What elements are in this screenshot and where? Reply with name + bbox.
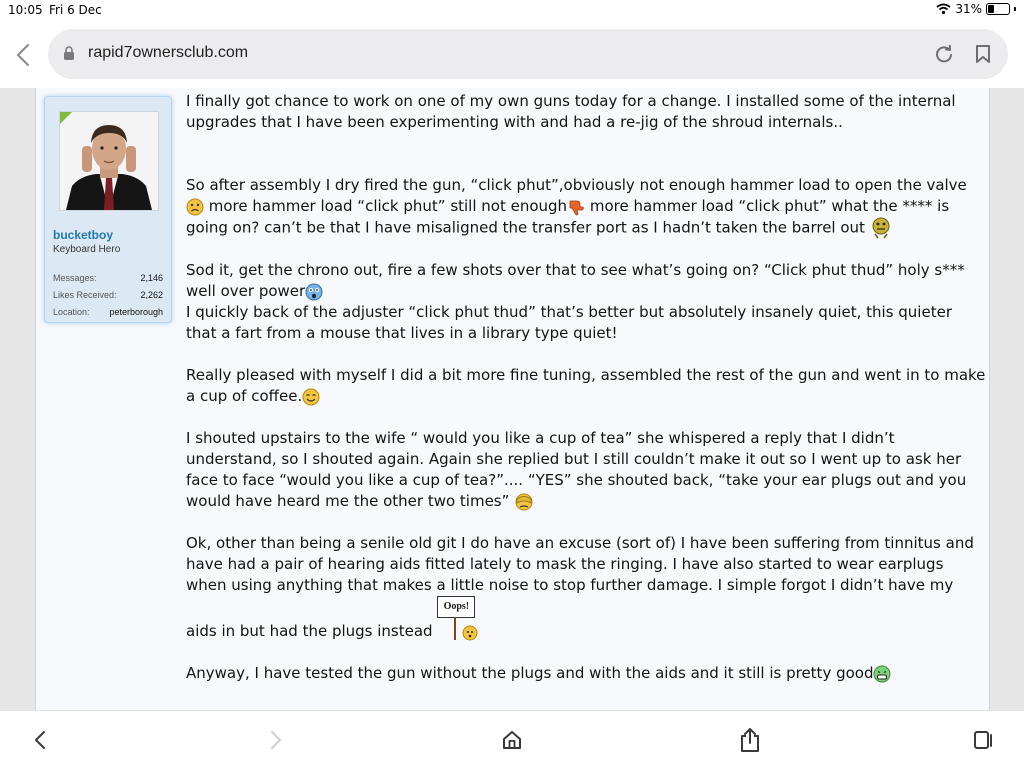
- stat-label: Messages:: [53, 273, 97, 283]
- post-text: So after assembly I dry fired the gun, “click phut”,obviously not enough hammer load to open the valve: [186, 176, 967, 194]
- battery-icon: [986, 3, 1010, 15]
- stat-location: [53, 307, 163, 317]
- status-date: Fri 6 Dec: [49, 3, 102, 17]
- post-paragraph: I finally got chance to work on one of my own guns today for a change. I installed some of the internal upgrades that I have been experimenting with and had a re-jig of the shroud internals..: [186, 92, 956, 131]
- back-arrow-icon[interactable]: [32, 729, 48, 751]
- post-paragraph: [186, 175, 986, 239]
- status-indicators: [936, 2, 1016, 16]
- stat-label: Location:: [53, 307, 90, 317]
- forward-arrow-icon[interactable]: [268, 729, 284, 751]
- stat-value[interactable]: 2,146: [140, 273, 163, 283]
- back-icon[interactable]: [12, 42, 36, 68]
- thumbs-down-icon: [567, 198, 585, 216]
- online-indicator: [60, 112, 72, 124]
- user-card: [44, 96, 172, 323]
- sad-smiley-icon: [186, 198, 204, 216]
- wifi-icon: [936, 3, 951, 15]
- facepalm-smiley-icon: [514, 493, 534, 511]
- username[interactable]: bucketboy: [53, 228, 114, 242]
- url-text[interactable]: rapid7ownersclub.com: [88, 44, 249, 61]
- reload-icon[interactable]: [934, 44, 954, 64]
- shocked-smiley-icon: [305, 283, 323, 301]
- post-paragraph: [186, 260, 986, 344]
- bookmark-icon[interactable]: [975, 44, 991, 64]
- stat-likes: [53, 290, 163, 300]
- avatar[interactable]: [59, 111, 159, 211]
- tabs-icon[interactable]: [972, 729, 994, 751]
- post-text: I quickly back of the adjuster “click phut thud” that’s better but absolutely insanely quiet, this quieter that a fart from a mouse that lives in a library type quiet!: [186, 303, 952, 342]
- address-bar[interactable]: [48, 29, 1008, 79]
- post-text: Sod it, get the chrono out, fire a few shots over that to see what’s going on? “Click phut thud” holy s*** well over power: [186, 261, 965, 300]
- confused-smiley-icon: [870, 217, 892, 239]
- status-time: 10:05: [8, 3, 43, 17]
- battery-percent: 31%: [955, 2, 982, 16]
- post-paragraph: [186, 428, 986, 512]
- oops-sign-icon: [437, 596, 487, 642]
- post-paragraph: [186, 533, 986, 642]
- post-text: Really pleased with myself I did a bit more fine tuning, assembled the rest of the gun and went in to make a cup of coffee.: [186, 366, 986, 405]
- user-title: Keyboard Hero: [53, 244, 121, 255]
- bottom-toolbar: [0, 710, 1024, 769]
- stat-messages: [53, 273, 163, 283]
- status-bar: [0, 0, 1024, 22]
- post-text: more hammer load “click phut” still not enough: [204, 197, 568, 215]
- oops-sign-text: Oops!: [437, 596, 475, 618]
- page-content: [0, 88, 1024, 710]
- lock-icon: [63, 46, 75, 61]
- browser-header: [0, 22, 1024, 88]
- post-text: Anyway, I have tested the gun without the plugs and with the aids and it still is pretty good: [186, 664, 874, 682]
- forum-post: [35, 88, 990, 710]
- post-paragraph: [186, 663, 986, 684]
- content-smiley-icon: [302, 388, 320, 406]
- stat-value[interactable]: peterborough: [109, 307, 163, 317]
- avatar-image: [60, 112, 158, 210]
- stat-label: Likes Received:: [53, 290, 117, 300]
- post-text: I shouted upstairs to the wife “ would you like a cup of tea” she whispered a reply that I didn’t understand, so I shouted again. Again she replied but I still couldn’t make it out so I went up to ask her face to face “would you like a cup of tea?”.... “YES” she shouted back, “take your ear plugs out and you would have heard me the other two times”: [186, 429, 967, 510]
- grin-smiley-icon: [873, 665, 891, 683]
- home-icon[interactable]: [501, 729, 523, 751]
- post-text: more hammer load “click phut” what the **** is going on? can’t be that I have misaligned the transfer port as I hadn’t taken the barrel out: [186, 197, 950, 237]
- share-icon[interactable]: [739, 727, 761, 753]
- post-text: Ok, other than being a senile old git I do have an excuse (sort of) I have been suffering from tinnitus and have had a pair of hearing aids fitted lately to mask the ringing. I have also started to wear earplugs when using anything that makes a little noise to stop further damage. I simple forgot I didn’t have my aids in but had the plugs instead: [186, 534, 974, 640]
- stat-value: 2,262: [140, 290, 163, 300]
- post-body: [186, 91, 986, 705]
- post-paragraph: [186, 365, 986, 407]
